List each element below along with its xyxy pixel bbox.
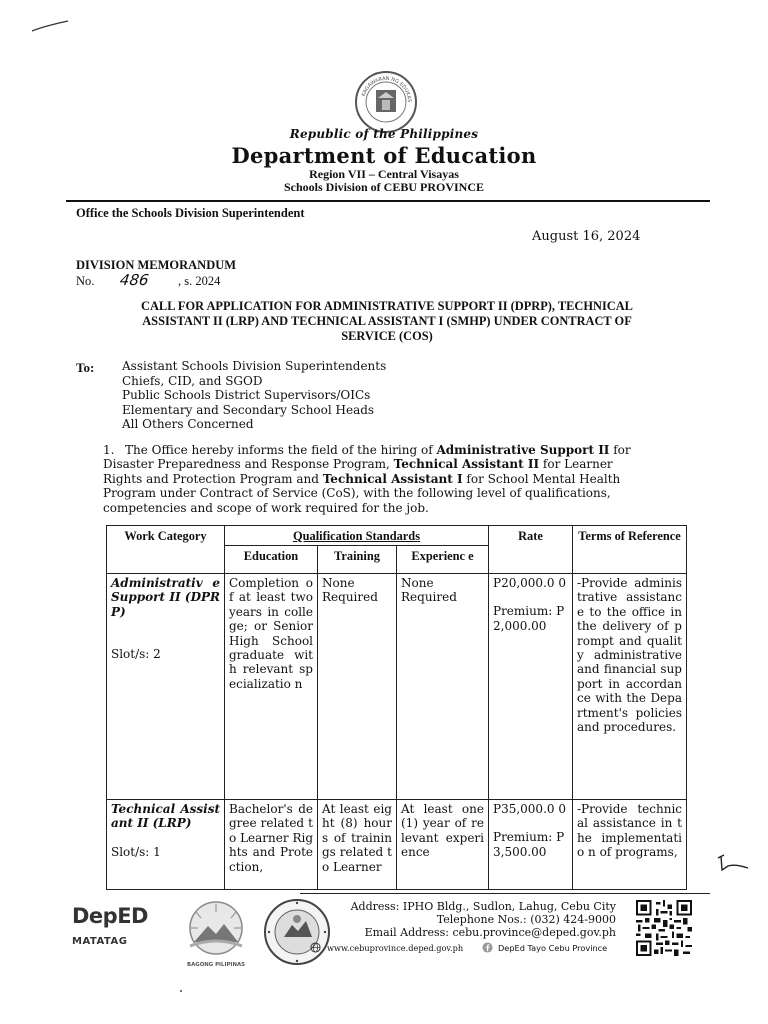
website-row	[310, 942, 463, 953]
paragraph-line: Program under Contract of Service (CoS), with the following level of qualifications,	[103, 486, 611, 501]
recipient-list	[122, 359, 386, 432]
to-label: To:	[76, 360, 95, 375]
facebook-row	[482, 942, 607, 953]
facebook-icon	[482, 942, 493, 953]
training-cell: None Required	[318, 574, 397, 800]
region-heading: Region VII – Central Visayas	[309, 167, 459, 181]
header-education: Education	[225, 546, 318, 574]
memo-date: August 16, 2024	[532, 229, 641, 244]
telephone-line: Telephone Nos.: (032) 424-9000	[436, 913, 616, 926]
education-cell: Completion of at least two years in college; or Senior High School graduate with relevant specializatio n	[225, 574, 318, 800]
facebook-page-link[interactable]: DepEd Tayo Cebu Province	[498, 942, 608, 953]
memo-no-label: No.	[76, 274, 95, 288]
memo-title: DIVISION MEMORANDUM	[76, 258, 237, 272]
recipient: All Others Concerned	[122, 417, 254, 431]
recipient: Chiefs, CID, and SGOD	[122, 373, 263, 388]
paragraph-1	[103, 443, 703, 515]
header-work-category: Work Category	[107, 526, 225, 574]
terms-cell: -Provide technical assistance in the implementatio n of programs,	[573, 800, 687, 890]
education-cell: Bachelor's degree related to Learner Rights and Protection,	[225, 800, 318, 890]
bagong-pilipinas-logo	[176, 898, 256, 970]
slot-count: Slot/s: 2	[111, 647, 161, 662]
pen-checkmark	[712, 850, 752, 890]
memo-series: , s. 2024	[178, 274, 221, 288]
website-link[interactable]: www.cebuprovince.deped.gov.ph	[327, 942, 464, 953]
ink-dot	[180, 990, 182, 992]
qr-code[interactable]	[636, 900, 692, 956]
rate-value: P35,000.0 0	[493, 802, 566, 816]
paragraph-line: The Office hereby informs the field of the hiring of Administrative Support II for	[125, 443, 631, 457]
recipient: Public Schools District Supervisors/OICs	[122, 388, 371, 402]
terms-cell: -Provide administrative assistance to the office in the delivery of prompt and quality administrative and financial support in accordance with the Department's policies and procedures.	[573, 574, 687, 800]
header-terms: Terms of Reference	[573, 526, 687, 574]
subject-line: CALL FOR APPLICATION FOR ADMINISTRATIVE SUPPORT II (DPRP), TECHNICAL	[141, 299, 633, 313]
paragraph-line: competencies and scope of work required for the job.	[103, 500, 429, 515]
seal-text: KAGAWARAN NG EDUKAS	[360, 75, 413, 103]
memo-number-row	[76, 271, 220, 289]
table-row	[107, 800, 687, 890]
rate-cell	[489, 574, 573, 800]
pen-mark	[30, 18, 70, 34]
qualification-table	[106, 525, 687, 890]
rate-value: P20,000.0 0	[493, 576, 566, 590]
footer-divider	[300, 893, 710, 894]
office-name: Office the Schools Division Superintendent	[76, 206, 305, 220]
contact-block	[330, 900, 616, 939]
slot-count: Slot/s: 1	[111, 844, 161, 859]
recipient: Elementary and Secondary School Heads	[122, 402, 375, 417]
header-experience: Experienc e	[397, 546, 489, 574]
address-line: Address: IPHO Bldg., Sudlon, Lahug, Cebu City	[350, 900, 616, 913]
division-heading: Schools Division of CEBU PROVINCE	[283, 180, 485, 194]
paragraph-line: Disaster Preparedness and Response Program, Technical Assistant II for Learner	[103, 457, 613, 472]
sdo-cebu-province-seal	[262, 897, 332, 967]
premium-value: Premium: P3,500.00	[493, 830, 565, 859]
experience-cell: None Required	[397, 574, 489, 800]
memo-number-handwritten: 486	[118, 271, 150, 289]
rate-cell	[489, 800, 573, 890]
subject-line: SERVICE (COS)	[341, 329, 433, 343]
department-heading: Department of Education	[231, 143, 537, 168]
deped-logo-text: DepED	[72, 904, 148, 928]
paragraph-line: Rights and Protection Program and Technical Assistant I for School Mental Health	[103, 471, 621, 486]
bagong-pilipinas-text: BAGONG PILIPINAS	[186, 962, 246, 968]
recipient: Assistant Schools Division Superintendents	[122, 359, 387, 373]
table-row	[107, 574, 687, 800]
memo-subject	[76, 299, 698, 344]
work-category: Administrativ e Support II (DPRP)	[111, 576, 220, 619]
subject-line: ASSISTANT II (LRP) AND TECHNICAL ASSISTANT I (SMHP) UNDER CONTRACT OF	[142, 314, 632, 328]
republic-heading: Republic of the Philippines	[289, 127, 479, 141]
deped-matatag-logo	[72, 904, 164, 968]
experience-cell: At least one (1) year of relevant experience	[397, 800, 489, 890]
work-category: Technical Assistant II (LRP)	[111, 802, 220, 831]
globe-icon	[310, 942, 321, 953]
header-rate: Rate	[489, 526, 573, 574]
email-line: Email Address: cebu.province@deped.gov.ph	[364, 926, 616, 939]
premium-value: Premium: P2,000.00	[493, 604, 565, 633]
paragraph-number: 1.	[103, 443, 115, 457]
training-cell: At least eight (8) hours of trainings related to Learner	[318, 800, 397, 890]
header-divider	[66, 200, 710, 202]
matatag-logo-text: MATATAG	[72, 936, 128, 947]
deped-seal-logo	[354, 70, 418, 134]
header-training: Training	[318, 546, 397, 574]
header-qualification-standards: Qualification Standards	[225, 526, 489, 546]
